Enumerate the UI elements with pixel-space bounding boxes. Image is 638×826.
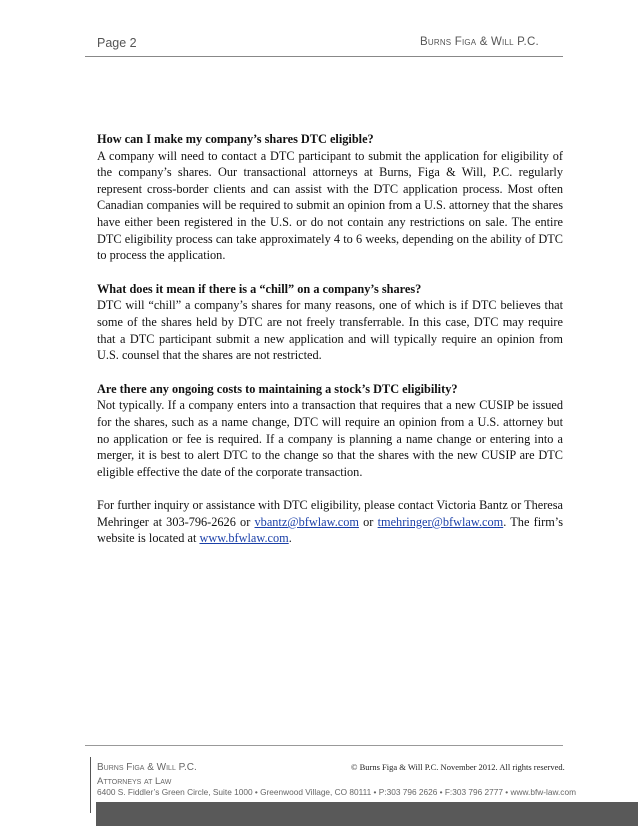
header-firm-name: Burns Figa & Will P.C. <box>420 36 539 48</box>
footer-firm-name: Burns Figa & Will P.C. <box>97 762 197 773</box>
faq-answer: A company will need to contact a DTC participant to submit the application for eligibility of the company’s shares. Our transactional attorneys at Burns, Figa & Will, P.C. regularly represent cross-border clients and can assist with the DTC application process. Most often Canadian companies will be required to submit an opinion from a U.S. attorney that the shares have either been registered in the U.S. or do not contain any restrictions on sale. The entire DTC eligibility process can take approximately 4 to 6 weeks, depending on the ability of DTC to process the application. <box>97 148 563 263</box>
faq-section <box>97 381 563 481</box>
faq-question: Are there any ongoing costs to maintaining a stock’s DTC eligibility? <box>97 381 458 396</box>
website-suffix: . <box>288 531 292 546</box>
footer-bar <box>96 802 638 826</box>
website-prefix: The firm’s website is located at <box>97 514 563 546</box>
faq-answer: Not typically. If a company enters into a transaction that requires that a new CUSIP be issued for the shares, such as a name change, DTC will require an opinion from a U.S. attorney but no application or fee is required. If a company is planning a name change or entering into a merger, it is best to alert DTC to the change so that the shares with the new CUSIP are DTC eligible effective the date of the corporate transaction. <box>97 398 563 479</box>
footer-divider <box>85 745 563 746</box>
email-link-tmehringer[interactable]: tmehringer@bfwlaw.com <box>377 514 504 529</box>
footer-copyright: © Burns Figa & Will P.C. November 2012. All rights reserved. <box>351 762 565 772</box>
page-number: Page 2 <box>97 36 137 50</box>
contact-paragraph <box>97 497 563 547</box>
faq-section <box>97 281 563 364</box>
header-divider <box>85 56 563 57</box>
footer-vertical-rule <box>90 757 91 813</box>
contact-or: or <box>363 514 374 529</box>
footer-address: 6400 S. Fiddler’s Green Circle, Suite 1000 • Greenwood Village, CO 80111 • P:303 796 2626 • F:303 796 2777 • www.bfw-law.com <box>97 787 576 797</box>
faq-answer: DTC will “chill” a company’s shares for many reasons, one of which is if DTC believes that some of the shares held by DTC are not freely transferrable. In this case, DTC may require that a DTC participant submit a new application and will typically require an opinion from U.S. counsel that the shares are not restricted. <box>97 298 563 363</box>
website-link[interactable]: www.bfwlaw.com <box>199 531 289 546</box>
faq-question: How can I make my company’s shares DTC eligible? <box>97 132 374 146</box>
faq-section <box>97 131 563 264</box>
email-link-vbantz[interactable]: vbantz@bfwlaw.com <box>254 514 359 529</box>
contact-intro: For further inquiry or assistance with DTC eligibility, please contact Victoria Bantz or Theresa Mehringer at 303-796-2626 or <box>97 498 563 529</box>
document-body <box>97 131 563 564</box>
footer-subtitle: Attorneys at Law <box>97 776 172 787</box>
contact-period: . <box>503 514 507 529</box>
faq-question: What does it mean if there is a “chill” on a company’s shares? <box>97 281 422 296</box>
